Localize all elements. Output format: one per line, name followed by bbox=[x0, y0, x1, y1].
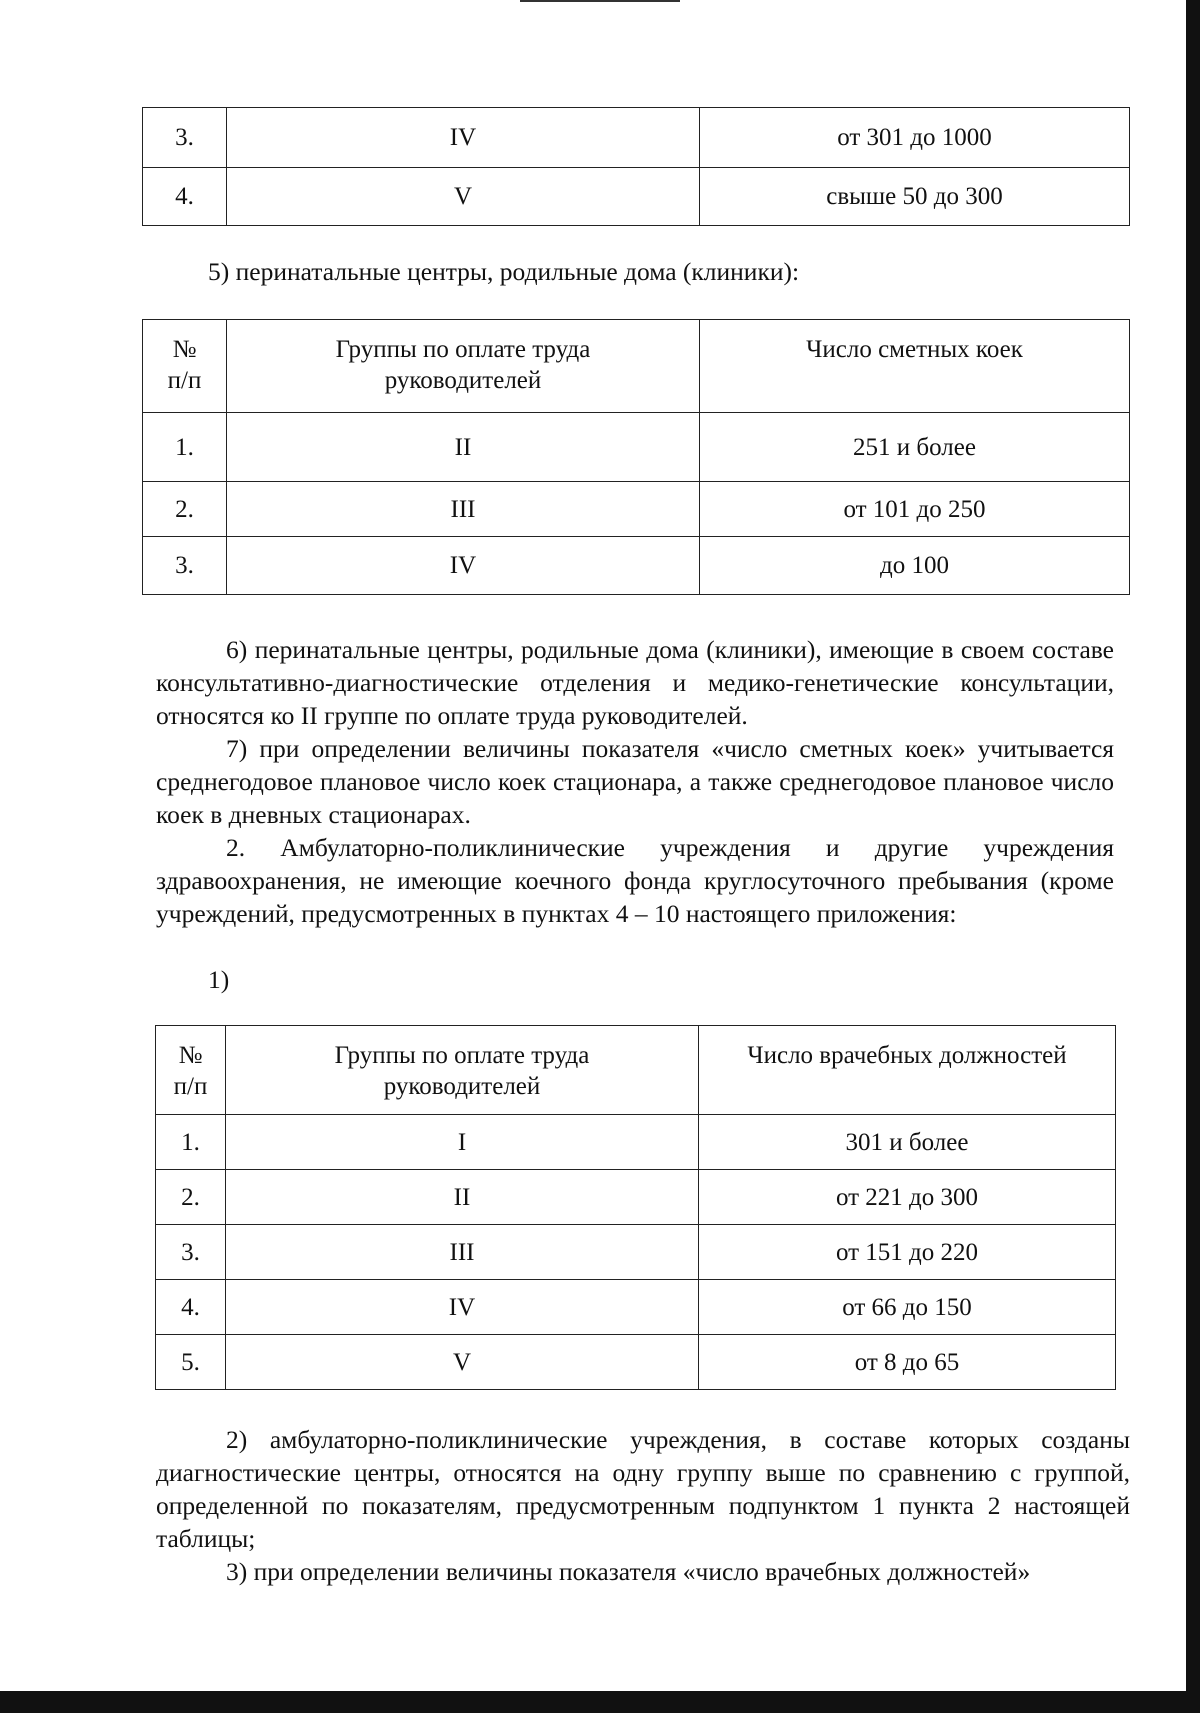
header-num: № п/п bbox=[143, 320, 227, 413]
cell-group: V bbox=[226, 1335, 699, 1390]
cell-value: от 8 до 65 bbox=[699, 1335, 1116, 1390]
cell-num: 2. bbox=[156, 1170, 226, 1225]
table-row bbox=[156, 1115, 1116, 1170]
section-2-paragraph: 2. Амбулаторно-поликлинические учреждения и другие учреждения здравоохранения, не имеющие коечного фонда круглосуточного пребывания (кроме учреждений, предусмотренных в пунктах 4 – 10 настоящего приложения: bbox=[156, 833, 1114, 928]
table-row bbox=[143, 108, 1130, 168]
cell-group: IV bbox=[226, 1280, 699, 1335]
header-group: Группы по оплате труда руководителей bbox=[227, 320, 700, 413]
cell-group: IV bbox=[227, 537, 700, 595]
table-row bbox=[143, 482, 1130, 537]
cell-num: 4. bbox=[143, 168, 227, 226]
header-value: Число врачебных должностей bbox=[699, 1026, 1116, 1115]
cell-num: 4. bbox=[156, 1280, 226, 1335]
scan-border-bottom bbox=[0, 1691, 1200, 1713]
cell-num: 3. bbox=[143, 108, 227, 168]
cell-num: 3. bbox=[143, 537, 227, 595]
cell-group: I bbox=[226, 1115, 699, 1170]
table-row bbox=[156, 1280, 1116, 1335]
subitem-2-paragraph: 2) амбулаторно-поликлинические учреждения, в составе которых созданы диагностические центры, относятся на одну группу выше по сравнению с группой, определенной по показателям, предусмотренным подпунктом 1 пункта 2 настоящей таблицы; bbox=[156, 1425, 1130, 1553]
subitem-3-paragraph: 3) при определении величины показателя «число врачебных должностей» bbox=[226, 1557, 1031, 1586]
cell-value: от 151 до 220 bbox=[699, 1225, 1116, 1280]
subitem-1: 1) bbox=[208, 965, 230, 994]
page-top-mark bbox=[520, 0, 680, 2]
cell-value: от 221 до 300 bbox=[699, 1170, 1116, 1225]
cell-value: 301 и более bbox=[699, 1115, 1116, 1170]
table-continuation bbox=[142, 107, 1130, 226]
cell-value: от 101 до 250 bbox=[700, 482, 1130, 537]
cell-group: II bbox=[226, 1170, 699, 1225]
cell-group: II bbox=[227, 413, 700, 482]
scan-border-right bbox=[1186, 0, 1200, 1713]
header-value: Число сметных коек bbox=[700, 320, 1130, 413]
cell-value: до 100 bbox=[700, 537, 1130, 595]
cell-group: III bbox=[226, 1225, 699, 1280]
cell-group: III bbox=[227, 482, 700, 537]
header-group: Группы по оплате труда руководителей bbox=[226, 1026, 699, 1115]
table-row bbox=[143, 413, 1130, 482]
table-row bbox=[156, 1335, 1116, 1390]
cell-value: свыше 50 до 300 bbox=[700, 168, 1130, 226]
cell-value: 251 и более bbox=[700, 413, 1130, 482]
table-row bbox=[143, 537, 1130, 595]
cell-num: 1. bbox=[156, 1115, 226, 1170]
cell-group: V bbox=[227, 168, 700, 226]
item-5-heading: 5) перинатальные центры, родильные дома (клиники): bbox=[208, 257, 800, 286]
cell-num: 5. bbox=[156, 1335, 226, 1390]
cell-num: 1. bbox=[143, 413, 227, 482]
table-row bbox=[156, 1225, 1116, 1280]
table-perinatal bbox=[142, 319, 1130, 595]
table-row bbox=[156, 1170, 1116, 1225]
item-6-paragraph: 6) перинатальные центры, родильные дома (клиники), имеющие в своем составе консультативно-диагностические отделения и медико-генетические консультации, относятся ко II группе по оплате труда руководителей. bbox=[156, 635, 1114, 730]
header-num: № п/п bbox=[156, 1026, 226, 1115]
cell-value: от 301 до 1000 bbox=[700, 108, 1130, 168]
cell-num: 3. bbox=[156, 1225, 226, 1280]
cell-num: 2. bbox=[143, 482, 227, 537]
item-7-paragraph: 7) при определении величины показателя «число сметных коек» учитывается среднегодовое плановое число коек стационара, а также среднегодовое плановое число коек в дневных стационарах. bbox=[156, 734, 1114, 829]
table-header-row bbox=[156, 1026, 1116, 1115]
cell-value: от 66 до 150 bbox=[699, 1280, 1116, 1335]
cell-group: IV bbox=[227, 108, 700, 168]
table-row bbox=[143, 168, 1130, 226]
table-ambulatory bbox=[155, 1025, 1116, 1390]
table-header-row bbox=[143, 320, 1130, 413]
